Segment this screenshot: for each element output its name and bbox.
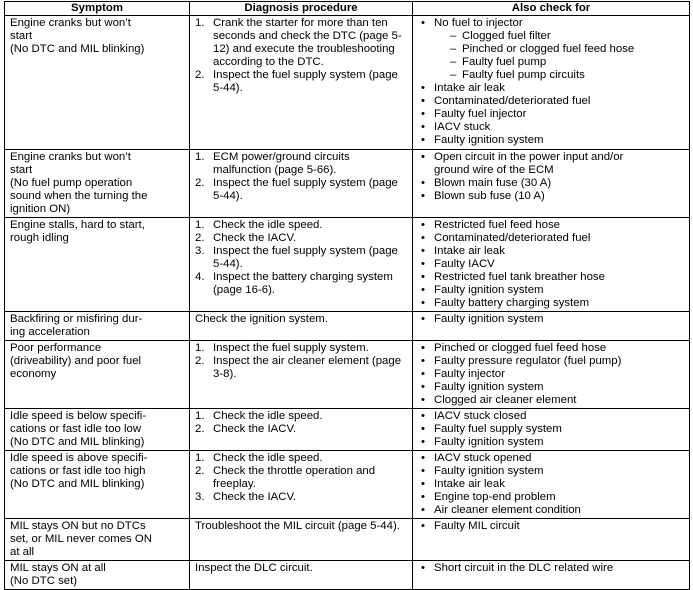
check-item bbox=[418, 504, 685, 517]
symptom-text: sound when the turning the bbox=[10, 190, 148, 202]
bullet-icon: • bbox=[421, 562, 425, 574]
check-text: Faulty ignition system bbox=[434, 134, 544, 146]
bullet-icon: • bbox=[421, 108, 425, 120]
step-text: Check the idle speed. bbox=[213, 452, 323, 464]
symptom-text: (No fuel pump operation bbox=[10, 177, 133, 189]
symptom-text: (driveability) and poor fuel bbox=[10, 355, 142, 367]
procedure-step bbox=[195, 452, 408, 465]
sub-check-list bbox=[434, 30, 685, 82]
check-item bbox=[418, 410, 685, 423]
check-item bbox=[418, 452, 685, 465]
step-text: Crank the starter for more than ten seconds and check the DTC (page 5-12) and execute the troubleshooting according to the DTC. bbox=[213, 17, 402, 68]
table-row bbox=[5, 218, 690, 312]
check-text: Air cleaner element condition bbox=[434, 504, 581, 516]
step-number: 1. bbox=[195, 219, 205, 231]
table-row bbox=[5, 451, 690, 519]
check-item bbox=[418, 478, 685, 491]
symptom-cell bbox=[5, 409, 190, 451]
symptom-text: Engine cranks but won’t bbox=[10, 17, 131, 29]
step-number: 1. bbox=[195, 342, 205, 354]
table-row bbox=[5, 519, 690, 561]
bullet-icon: • bbox=[421, 355, 425, 367]
bullet-icon: • bbox=[421, 177, 425, 189]
check-text: No fuel to injector bbox=[434, 17, 523, 29]
check-item bbox=[418, 258, 685, 271]
bullet-icon: • bbox=[421, 423, 425, 435]
check-item bbox=[418, 342, 685, 355]
check-list bbox=[418, 342, 685, 407]
bullet-icon: • bbox=[421, 134, 425, 146]
diagnosis-table bbox=[4, 1, 690, 590]
procedure-cell bbox=[190, 561, 413, 590]
check-text: Short circuit in the DLC related wire bbox=[434, 562, 614, 574]
symptom-text: cations or fast idle too low bbox=[10, 423, 142, 435]
check-item bbox=[418, 121, 685, 134]
check-cell bbox=[413, 451, 690, 519]
check-item bbox=[418, 232, 685, 245]
bullet-icon: • bbox=[421, 436, 425, 448]
step-number: 2. bbox=[195, 465, 205, 477]
procedure-steps bbox=[195, 17, 408, 95]
check-text: Blown main fuse (30 A) bbox=[434, 177, 552, 189]
sub-check-text: Faulty fuel pump bbox=[462, 56, 547, 68]
bullet-icon: • bbox=[421, 17, 425, 29]
check-item bbox=[418, 313, 685, 326]
check-text: Clogged air cleaner element bbox=[434, 394, 577, 406]
step-text: Inspect the battery charging system (page 16-6). bbox=[213, 271, 393, 296]
check-list bbox=[418, 520, 685, 533]
check-item bbox=[418, 245, 685, 258]
check-item bbox=[418, 151, 685, 177]
check-item bbox=[418, 134, 685, 147]
bullet-icon: • bbox=[421, 465, 425, 477]
procedure-steps bbox=[195, 151, 408, 203]
check-item bbox=[418, 95, 685, 108]
step-number: 3. bbox=[195, 491, 205, 503]
step-number: 1. bbox=[195, 151, 205, 163]
symptom-cell bbox=[5, 218, 190, 312]
procedure-cell bbox=[190, 218, 413, 312]
table-body bbox=[5, 16, 690, 590]
sub-check-item bbox=[434, 30, 685, 43]
check-cell bbox=[413, 312, 690, 341]
check-item bbox=[418, 17, 685, 82]
bullet-icon: • bbox=[421, 297, 425, 309]
step-text: Check the idle speed. bbox=[213, 219, 323, 231]
check-cell bbox=[413, 150, 690, 218]
dash-icon: – bbox=[450, 43, 457, 55]
symptom-text: start bbox=[10, 30, 33, 42]
step-text: Inspect the fuel supply system (page 5-44). bbox=[213, 69, 398, 94]
procedure-step bbox=[195, 465, 408, 491]
step-number: 1. bbox=[195, 17, 205, 29]
header-symptom: Symptom bbox=[5, 2, 190, 16]
check-list bbox=[418, 313, 685, 326]
check-text: Blown sub fuse (10 A) bbox=[434, 190, 545, 202]
step-number: 1. bbox=[195, 452, 205, 464]
symptom-text: rough idling bbox=[10, 232, 69, 244]
check-list bbox=[418, 562, 685, 575]
check-text: Open circuit in the power input and/or bbox=[434, 151, 624, 163]
check-text: Engine top-end problem bbox=[434, 491, 556, 503]
check-item bbox=[418, 219, 685, 232]
procedure-text: Inspect the DLC circuit. bbox=[195, 562, 313, 574]
symptom-text: MIL stays ON at all bbox=[10, 562, 106, 574]
check-list bbox=[418, 452, 685, 517]
sub-check-item bbox=[434, 69, 685, 82]
symptom-cell bbox=[5, 16, 190, 150]
check-item bbox=[418, 381, 685, 394]
check-cell bbox=[413, 561, 690, 590]
check-cell bbox=[413, 341, 690, 409]
check-text: Restricted fuel feed hose bbox=[434, 219, 561, 231]
symptom-text: (No DTC and MIL blinking) bbox=[10, 43, 145, 55]
symptom-cell bbox=[5, 561, 190, 590]
symptom-text: economy bbox=[10, 368, 57, 380]
check-item bbox=[418, 190, 685, 203]
check-item bbox=[418, 423, 685, 436]
check-cell bbox=[413, 519, 690, 561]
table-row bbox=[5, 341, 690, 409]
symptom-text: Engine cranks but won’t bbox=[10, 151, 131, 163]
check-list bbox=[418, 219, 685, 310]
procedure-steps bbox=[195, 452, 408, 504]
check-cell bbox=[413, 16, 690, 150]
symptom-text: (No DTC and MIL blinking) bbox=[10, 478, 145, 490]
step-text: Check the IACV. bbox=[213, 232, 297, 244]
check-text: Faulty battery charging system bbox=[434, 297, 590, 309]
check-item bbox=[418, 355, 685, 368]
symptom-text: Idle speed is below specifi- bbox=[10, 410, 147, 422]
step-number: 2. bbox=[195, 69, 205, 81]
step-text: Check the IACV. bbox=[213, 423, 297, 435]
table-row bbox=[5, 16, 690, 150]
procedure-step bbox=[195, 410, 408, 423]
procedure-step bbox=[195, 423, 408, 436]
symptom-text: ing acceleration bbox=[10, 326, 90, 338]
bullet-icon: • bbox=[421, 410, 425, 422]
check-text: Faulty pressure regulator (fuel pump) bbox=[434, 355, 622, 367]
check-text: Restricted fuel tank breather hose bbox=[434, 271, 605, 283]
step-text: Inspect the fuel supply system. bbox=[213, 342, 369, 354]
bullet-icon: • bbox=[421, 232, 425, 244]
check-text: Faulty IACV bbox=[434, 258, 495, 270]
symptom-text: Backfiring or misfiring dur- bbox=[10, 313, 143, 325]
step-number: 2. bbox=[195, 423, 205, 435]
check-item bbox=[418, 297, 685, 310]
symptom-cell bbox=[5, 341, 190, 409]
step-text: ECM power/ground circuits malfunction (page 5-66). bbox=[213, 151, 350, 176]
symptom-cell bbox=[5, 451, 190, 519]
symptom-text: Poor performance bbox=[10, 342, 102, 354]
procedure-step bbox=[195, 151, 408, 177]
check-cell bbox=[413, 218, 690, 312]
symptom-cell bbox=[5, 519, 190, 561]
check-text: IACV stuck bbox=[434, 121, 491, 133]
symptom-text: MIL stays ON but no DTCs bbox=[10, 520, 146, 532]
check-text: Intake air leak bbox=[434, 82, 505, 94]
sub-check-text: Pinched or clogged fuel feed hose bbox=[462, 43, 635, 55]
check-item bbox=[418, 465, 685, 478]
bullet-icon: • bbox=[421, 394, 425, 406]
check-item bbox=[418, 368, 685, 381]
sub-check-item bbox=[434, 43, 685, 56]
check-item bbox=[418, 82, 685, 95]
bullet-icon: • bbox=[421, 478, 425, 490]
check-item bbox=[418, 177, 685, 190]
step-number: 2. bbox=[195, 232, 205, 244]
check-text: Faulty MIL circuit bbox=[434, 520, 520, 532]
check-text: Intake air leak bbox=[434, 478, 505, 490]
check-text: IACV stuck opened bbox=[434, 452, 532, 464]
symptom-text: Idle speed is above specifi- bbox=[10, 452, 148, 464]
check-text: Faulty ignition system bbox=[434, 436, 544, 448]
check-list bbox=[418, 151, 685, 203]
step-number: 1. bbox=[195, 410, 205, 422]
bullet-icon: • bbox=[421, 368, 425, 380]
procedure-step bbox=[195, 342, 408, 355]
check-text: Contaminated/deteriorated fuel bbox=[434, 95, 591, 107]
procedure-cell bbox=[190, 519, 413, 561]
procedure-step bbox=[195, 355, 408, 381]
table-row bbox=[5, 150, 690, 218]
bullet-icon: • bbox=[421, 151, 425, 163]
bullet-icon: • bbox=[421, 452, 425, 464]
symptom-text: start bbox=[10, 164, 33, 176]
step-text: Check the idle speed. bbox=[213, 410, 323, 422]
symptom-text: cations or fast idle too high bbox=[10, 465, 146, 477]
step-number: 3. bbox=[195, 245, 205, 257]
symptom-text: (No DTC and MIL blinking) bbox=[10, 436, 145, 448]
check-item bbox=[418, 562, 685, 575]
bullet-icon: • bbox=[421, 121, 425, 133]
dash-icon: – bbox=[450, 30, 457, 42]
bullet-icon: • bbox=[421, 491, 425, 503]
step-text: Check the IACV. bbox=[213, 491, 297, 503]
table-row bbox=[5, 312, 690, 341]
procedure-text: Troubleshoot the MIL circuit (page 5-44). bbox=[195, 520, 400, 532]
check-text: IACV stuck closed bbox=[434, 410, 527, 422]
symptom-text: Engine stalls, hard to start, bbox=[10, 219, 145, 231]
check-text: Faulty ignition system bbox=[434, 465, 544, 477]
check-item bbox=[418, 108, 685, 121]
procedure-step bbox=[195, 491, 408, 504]
bullet-icon: • bbox=[421, 95, 425, 107]
bullet-icon: • bbox=[421, 82, 425, 94]
check-text: Faulty injector bbox=[434, 368, 505, 380]
procedure-cell bbox=[190, 409, 413, 451]
procedure-step bbox=[195, 177, 408, 203]
check-item bbox=[418, 491, 685, 504]
table-row bbox=[5, 561, 690, 590]
procedure-text: Check the ignition system. bbox=[195, 313, 328, 325]
symptom-text: ignition ON) bbox=[10, 203, 71, 215]
bullet-icon: • bbox=[421, 258, 425, 270]
step-text: Inspect the air cleaner element (page 3-8). bbox=[213, 355, 402, 380]
symptom-text: at all bbox=[10, 546, 35, 558]
bullet-icon: • bbox=[421, 219, 425, 231]
check-cell bbox=[413, 409, 690, 451]
check-item bbox=[418, 436, 685, 449]
check-list bbox=[418, 17, 685, 147]
step-text: Inspect the fuel supply system (page 5-44). bbox=[213, 177, 398, 202]
bullet-icon: • bbox=[421, 313, 425, 325]
procedure-step bbox=[195, 232, 408, 245]
procedure-cell bbox=[190, 150, 413, 218]
bullet-icon: • bbox=[421, 504, 425, 516]
step-number: 2. bbox=[195, 355, 205, 367]
procedure-steps bbox=[195, 410, 408, 436]
check-text: Contaminated/deteriorated fuel bbox=[434, 232, 591, 244]
symptom-cell bbox=[5, 312, 190, 341]
procedure-step bbox=[195, 17, 408, 69]
step-number: 2. bbox=[195, 177, 205, 189]
check-text-continued: ground wire of the ECM bbox=[434, 164, 554, 176]
procedure-steps bbox=[195, 342, 408, 381]
step-number: 4. bbox=[195, 271, 205, 283]
procedure-step bbox=[195, 69, 408, 95]
check-text: Faulty ignition system bbox=[434, 381, 544, 393]
check-text: Faulty fuel injector bbox=[434, 108, 527, 120]
check-text: Faulty fuel supply system bbox=[434, 423, 562, 435]
header-diagnosis-procedure: Diagnosis procedure bbox=[190, 2, 413, 16]
sub-check-text: Clogged fuel filter bbox=[462, 30, 551, 42]
dash-icon: – bbox=[450, 69, 457, 81]
header-also-check-for: Also check for bbox=[413, 2, 690, 16]
procedure-cell bbox=[190, 451, 413, 519]
check-item bbox=[418, 271, 685, 284]
table-row bbox=[5, 409, 690, 451]
procedure-cell bbox=[190, 341, 413, 409]
check-item bbox=[418, 520, 685, 533]
symptom-text: set, or MIL never comes ON bbox=[10, 533, 153, 545]
check-text: Faulty ignition system bbox=[434, 284, 544, 296]
bullet-icon: • bbox=[421, 520, 425, 532]
sub-check-text: Faulty fuel pump circuits bbox=[462, 69, 585, 81]
bullet-icon: • bbox=[421, 245, 425, 257]
check-text: Faulty ignition system bbox=[434, 313, 544, 325]
bullet-icon: • bbox=[421, 190, 425, 202]
header-row bbox=[5, 2, 690, 16]
symptom-cell bbox=[5, 150, 190, 218]
check-list bbox=[418, 410, 685, 449]
procedure-cell bbox=[190, 312, 413, 341]
sub-check-item bbox=[434, 56, 685, 69]
procedure-step bbox=[195, 271, 408, 297]
bullet-icon: • bbox=[421, 381, 425, 393]
bullet-icon: • bbox=[421, 284, 425, 296]
check-item bbox=[418, 284, 685, 297]
step-text: Inspect the fuel supply system (page 5-44). bbox=[213, 245, 398, 270]
procedure-step bbox=[195, 245, 408, 271]
procedure-cell bbox=[190, 16, 413, 150]
bullet-icon: • bbox=[421, 342, 425, 354]
procedure-step bbox=[195, 219, 408, 232]
procedure-steps bbox=[195, 219, 408, 297]
bullet-icon: • bbox=[421, 271, 425, 283]
symptom-text: (No DTC set) bbox=[10, 575, 78, 587]
step-text: Check the throttle operation and freeplay. bbox=[213, 465, 376, 490]
check-text: Intake air leak bbox=[434, 245, 505, 257]
dash-icon: – bbox=[450, 56, 457, 68]
check-text: Pinched or clogged fuel feed hose bbox=[434, 342, 607, 354]
check-item bbox=[418, 394, 685, 407]
